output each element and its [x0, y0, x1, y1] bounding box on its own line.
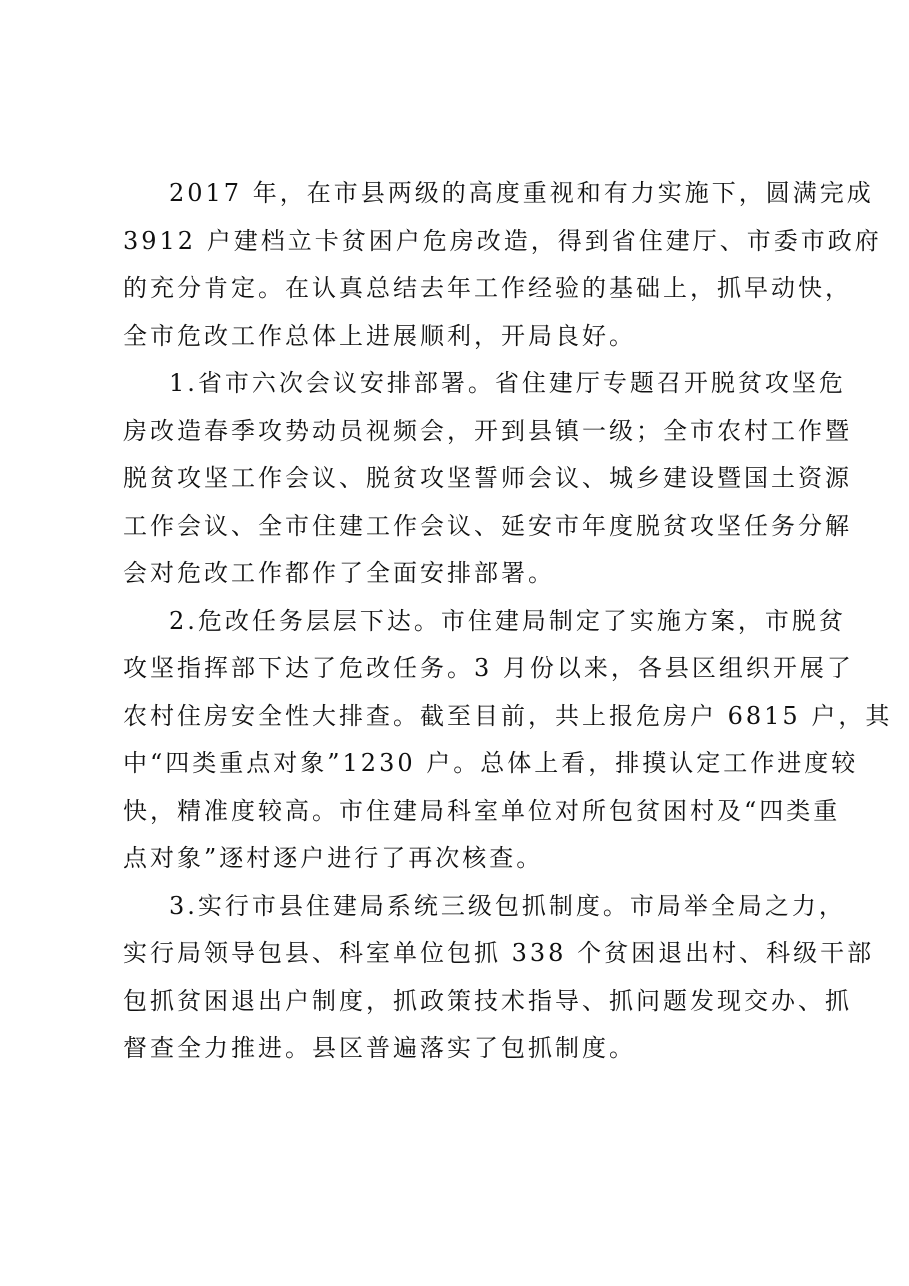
paragraph-line: 包抓贫困退出户制度，抓政策技术指导、抓问题发现交办、抓 — [123, 986, 852, 1015]
paragraph-line: 会对危改工作都作了全面安排部署。 — [123, 559, 555, 587]
paragraph-item-1 — [123, 360, 852, 598]
paragraph-line: 全市危改工作总体上进展顺利，开局良好。 — [123, 321, 636, 350]
paragraph-item-3 — [123, 883, 875, 1073]
paragraph-line: 督查全力推进。县区普遍落实了包抓制度。 — [123, 1034, 636, 1062]
paragraph-line: 点对象”逐村逐户进行了再次核查。 — [123, 844, 544, 872]
paragraph-line: 攻坚指挥部下达了危改任务。3 月份以来，各县区组织开展了 — [123, 654, 854, 682]
paragraph-line: 房改造春季攻势动员视频会，开到县镇一级；全市农村工作暨 — [123, 416, 852, 445]
paragraph-line: 3.实行市县住建局系统三级包抓制度。市局举全局之力， — [169, 891, 846, 920]
paragraph-line: 2017 年，在市县两级的高度重视和有力实施下，圆满完成 — [169, 179, 874, 207]
paragraph-line: 的充分肯定。在认真总结去年工作经验的基础上，抓早动快， — [123, 274, 852, 302]
paragraph-line: 脱贫攻坚工作会议、脱贫攻坚誓师会议、城乡建设暨国土资源 — [123, 464, 852, 492]
paragraph-line: 农村住房安全性大排查。截至目前，共上报危房户 6815 户，其 — [123, 701, 893, 730]
paragraph-line: 1.省市六次会议安排部署。省住建厅专题召开脱贫攻坚危 — [169, 369, 846, 397]
paragraph-line: 快，精准度较高。市住建局科室单位对所包贫困村及“四类重 — [123, 796, 841, 825]
paragraph-line: 2.危改任务层层下达。市住建局制定了实施方案，市脱贫 — [169, 606, 846, 635]
paragraph-line: 3912 户建档立卡贫困户危房改造，得到省住建厅、市委市政府 — [123, 226, 882, 255]
paragraph-line: 实行局领导包县、科室单位包抓 338 个贫困退出村、科级干部 — [123, 939, 875, 967]
paragraph-line: 中“四类重点对象”1230 户。总体上看，排摸认定工作进度较 — [123, 749, 859, 777]
document-body — [123, 170, 893, 1073]
paragraph-summary — [123, 170, 882, 360]
paragraph-line: 工作会议、全市住建工作会议、延安市年度脱贫攻坚任务分解 — [123, 511, 852, 540]
paragraph-item-2 — [123, 598, 893, 883]
